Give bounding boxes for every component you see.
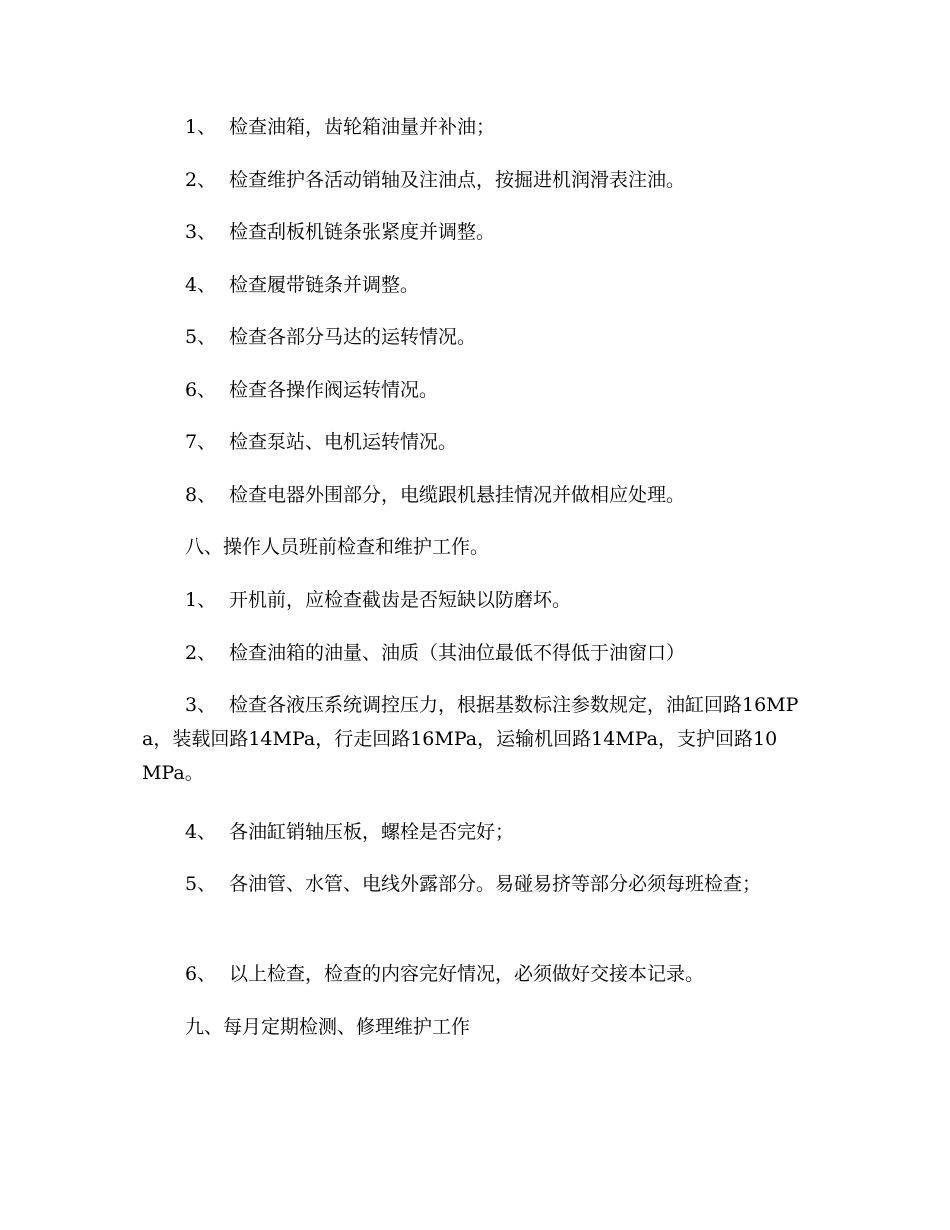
item-text: 以上检查，检查的内容完好情况，必须做好交接本记录。 — [229, 963, 705, 985]
item-text: 检查刮板机链条张紧度并调整。 — [229, 221, 496, 243]
list-item-10 — [142, 636, 802, 670]
item-text: 检查各操作阀运转情况。 — [229, 379, 439, 401]
item-number: 1、 — [185, 589, 217, 611]
item-number: 6、 — [185, 963, 217, 985]
item-text: 检查油箱，齿轮箱油量并补油； — [229, 116, 496, 138]
item-text: 检查油箱的油量、油质（其油位最低不得低于油窗口） — [229, 642, 686, 664]
item-number: 6、 — [185, 379, 217, 401]
list-item-7 — [142, 425, 802, 459]
list-item-11 — [142, 688, 802, 790]
section-heading-9 — [142, 1010, 802, 1044]
item-number: 5、 — [185, 326, 217, 348]
item-number: 8、 — [185, 484, 217, 506]
item-number: 4、 — [185, 821, 217, 843]
list-item-1 — [142, 110, 802, 144]
item-text: 检查履带链条并调整。 — [229, 274, 420, 296]
section-heading-8 — [142, 530, 802, 564]
item-number: 4、 — [185, 274, 217, 296]
list-item-13 — [142, 867, 802, 901]
list-item-3 — [142, 215, 802, 249]
list-item-2 — [142, 163, 802, 197]
item-text: 各油缸销轴压板，螺栓是否完好； — [229, 821, 515, 843]
item-text: 开机前，应检查截齿是否短缺以防磨坏。 — [229, 589, 572, 611]
item-text: 检查各液压系统调控压力，根据基数标注参数规定，油缸回路16MPa，装载回路14MPa，行走回路16MPa，运输机回路14MPa，支护回路10 MPa。 — [142, 694, 799, 784]
item-number: 2、 — [185, 169, 217, 191]
list-item-12 — [142, 815, 802, 849]
item-number: 7、 — [185, 431, 217, 453]
item-text: 检查维护各活动销轴及注油点，按掘进机润滑表注油。 — [229, 169, 686, 191]
item-number: 3、 — [185, 221, 217, 243]
list-item-4 — [142, 268, 802, 302]
item-number: 3、 — [185, 694, 217, 716]
item-text: 各油管、水管、电线外露部分。易碰易挤等部分必须每班检查； — [229, 873, 762, 895]
item-text: 检查泵站、电机运转情况。 — [229, 431, 458, 453]
item-text: 检查各部分马达的运转情况。 — [229, 326, 477, 348]
heading-text: 九、每月定期检测、修理维护工作 — [185, 1016, 471, 1038]
item-text: 检查电器外围部分，电缆跟机悬挂情况并做相应处理。 — [229, 484, 686, 506]
list-item-5 — [142, 320, 802, 354]
item-number: 5、 — [185, 873, 217, 895]
list-item-8 — [142, 478, 802, 512]
item-number: 1、 — [185, 116, 217, 138]
list-item-6 — [142, 373, 802, 407]
item-number: 2、 — [185, 642, 217, 664]
list-item-14 — [142, 957, 802, 991]
heading-text: 八、操作人员班前检查和维护工作。 — [185, 536, 490, 558]
list-item-9 — [142, 583, 802, 617]
